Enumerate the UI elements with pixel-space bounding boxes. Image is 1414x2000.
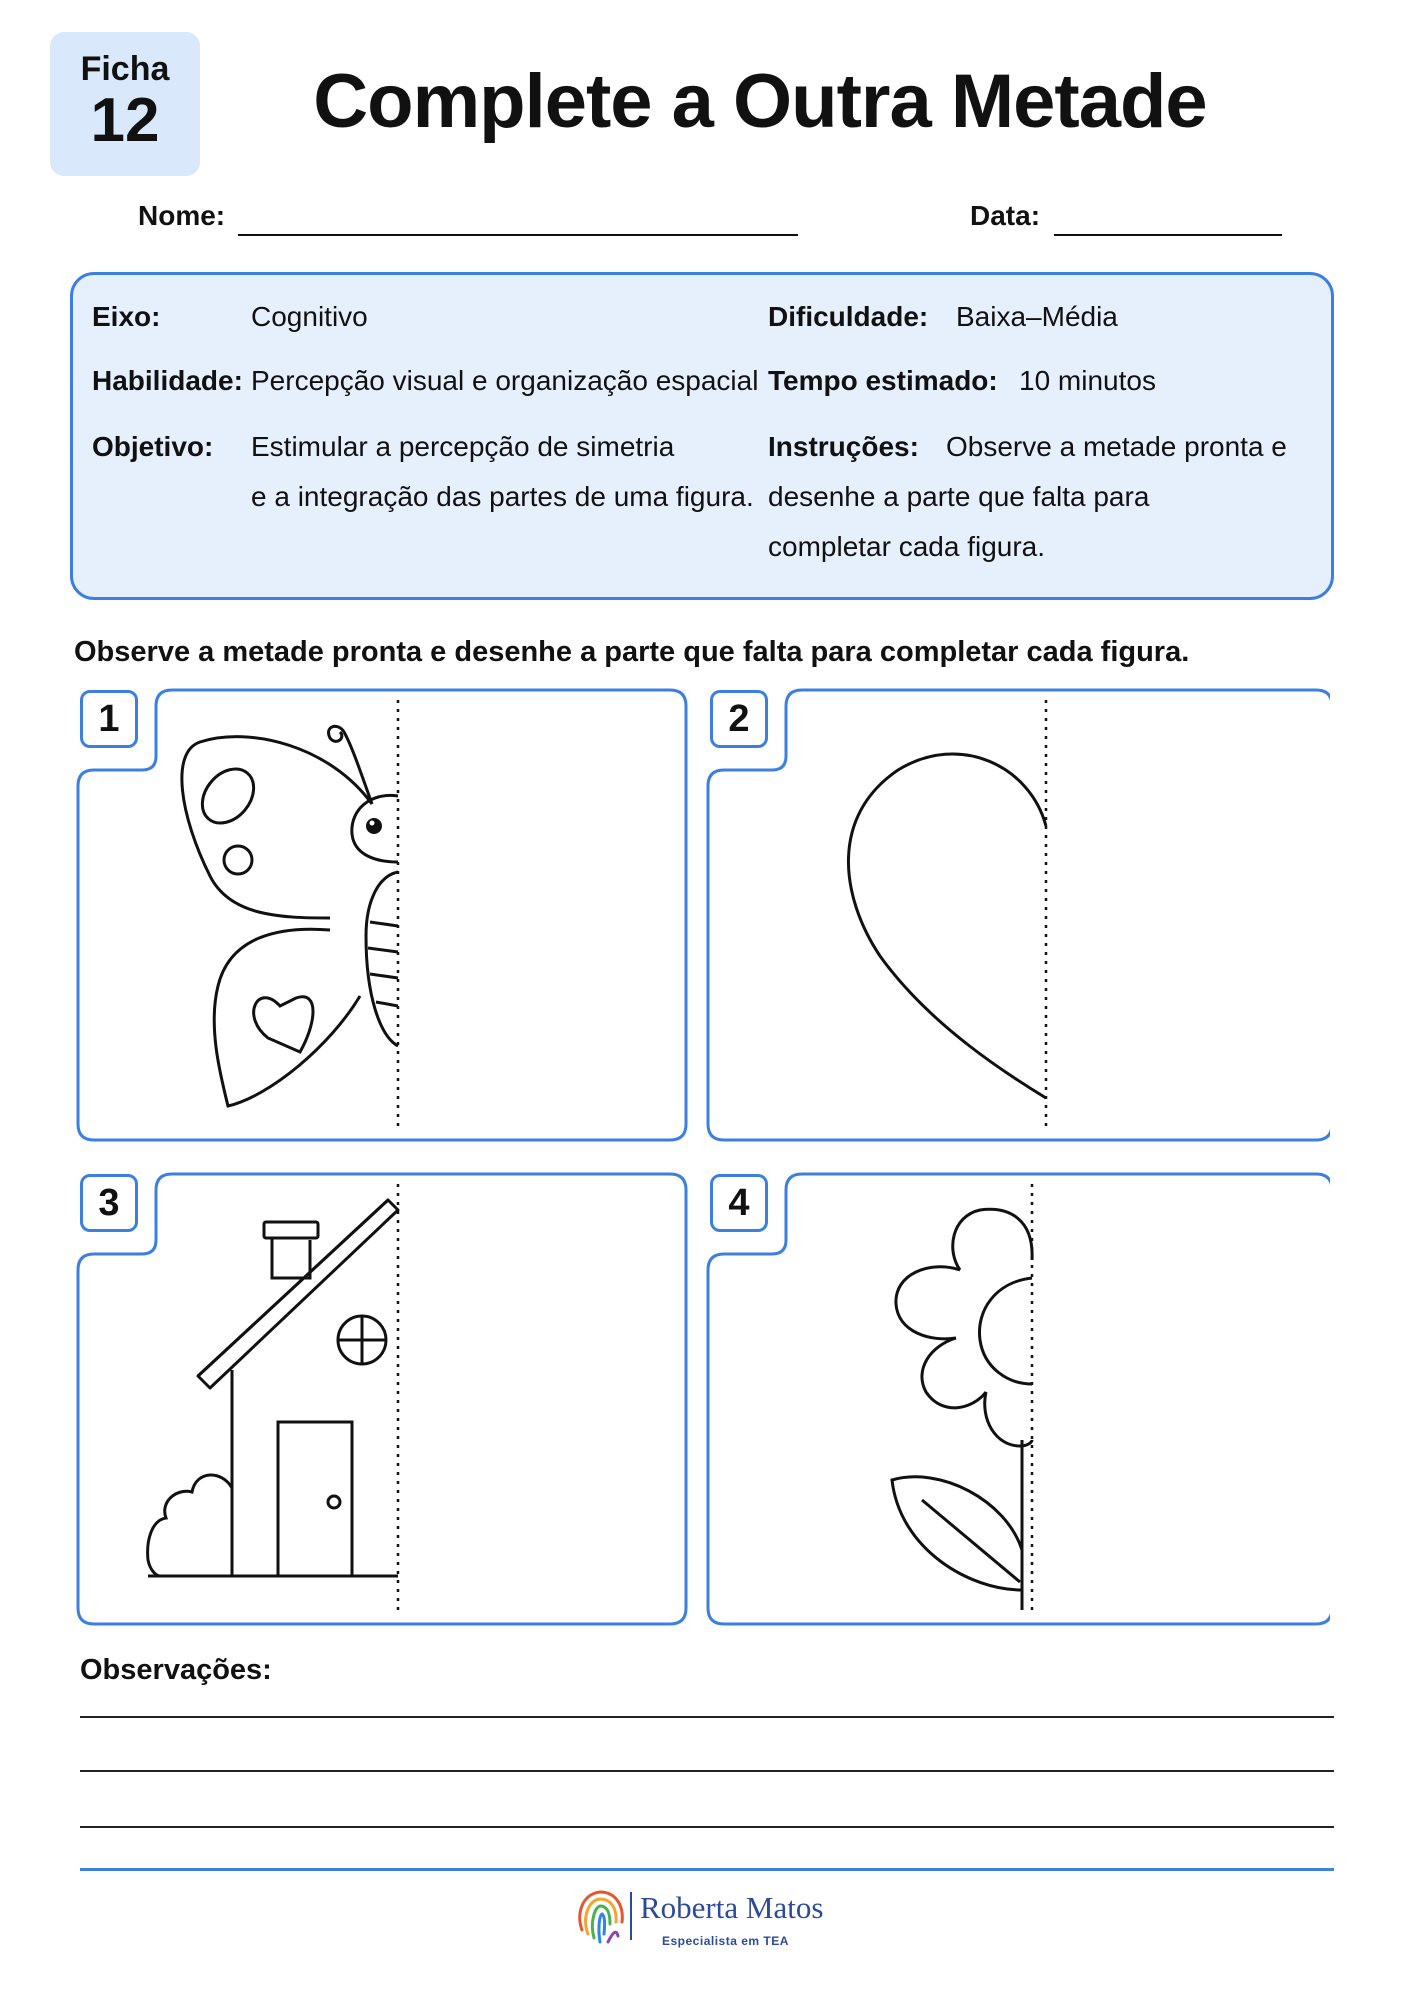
instrucoes-line-2: desenhe a parte que falta para (768, 481, 1150, 512)
heart-half-drawing (848, 754, 1046, 1098)
butterfly-half-drawing (182, 726, 398, 1106)
panel-2-number: 2 (710, 690, 768, 748)
panel-4-number: 4 (710, 1174, 768, 1232)
brand-logo-icon (572, 1884, 628, 1950)
panel-3-frame (0, 1170, 700, 1630)
house-half-drawing (148, 1200, 398, 1576)
activity-instruction: Observe a metade pronta e desenhe a parte que falta para completar cada figura. (74, 636, 1190, 668)
dificuldade-value: Baixa–Média (956, 301, 1118, 332)
panel-4-frame (630, 1170, 1330, 1630)
instrucoes-line-3: completar cada figura. (768, 531, 1046, 562)
observacoes-line-1[interactable] (80, 1716, 1334, 1718)
instrucoes-label: Instruções: (768, 431, 919, 462)
dificuldade-label: Dificuldade: (768, 301, 929, 332)
butterfly-eye (366, 818, 382, 834)
objetivo-line-2: e a integração das partes de uma figura. (251, 481, 754, 512)
panel-3-number: 3 (80, 1174, 138, 1232)
objetivo-label: Objetivo: (92, 431, 214, 462)
habilidade-label: Habilidade: (92, 365, 243, 396)
eixo-value: Cognitivo (251, 301, 368, 332)
tempo-value: 10 minutos (1019, 365, 1156, 396)
nome-label: Nome: (138, 200, 226, 231)
panel-4 (630, 1170, 1330, 1630)
brand-tagline: Especialista em TEA (662, 1934, 789, 1948)
instrucoes-line-1: Observe a metade pronta e (946, 431, 1287, 462)
brand-name: Roberta Matos (640, 1890, 824, 1925)
panel-3 (0, 1170, 700, 1630)
tempo-label: Tempo estimado: (768, 365, 998, 396)
page-title: Complete a Outra Metade (313, 59, 1207, 144)
panel-2-frame (630, 686, 1330, 1146)
habilidade-value: Percepção visual e organização espacial (251, 365, 759, 396)
observacoes-line-3[interactable] (80, 1826, 1334, 1828)
ficha-number: 12 (90, 86, 160, 155)
brand-separator (630, 1892, 632, 1940)
flower-half-drawing (892, 1209, 1032, 1610)
panel-1-number: 1 (80, 690, 138, 748)
objetivo-line-1: Estimular a percepção de simetria (251, 431, 675, 462)
observacoes-label: Observações: (80, 1654, 272, 1686)
panel-1 (0, 686, 700, 1146)
data-label: Data: (970, 200, 1041, 231)
footer-divider (80, 1868, 1334, 1871)
eixo-label: Eixo: (92, 301, 161, 332)
panel-1-frame (0, 686, 700, 1146)
ficha-label: Ficha (80, 50, 170, 88)
observacoes-line-2[interactable] (80, 1770, 1334, 1772)
panel-2 (630, 686, 1330, 1146)
